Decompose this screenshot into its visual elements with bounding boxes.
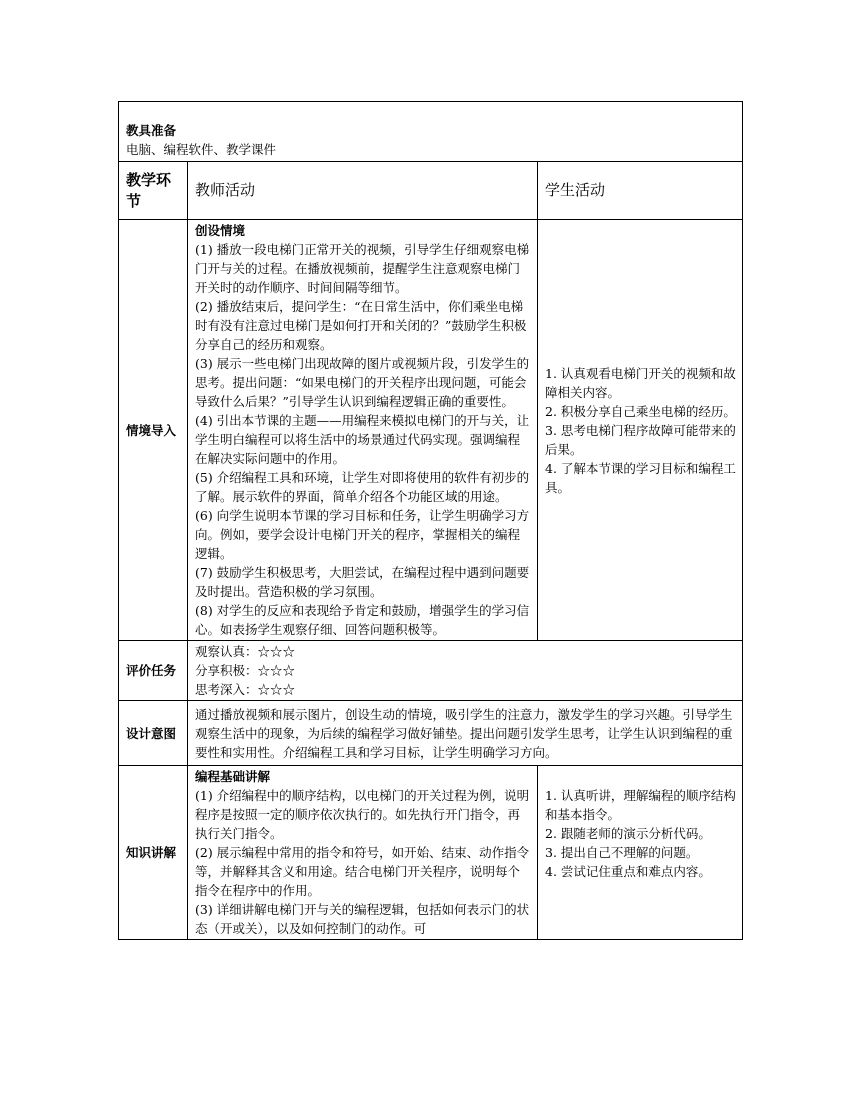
knowledge-section-title: 编程基础讲解 (195, 769, 271, 784)
knowledge-student-item: 4. 尝试记住重点和难点内容。 (545, 864, 711, 879)
lesson-plan-table (118, 101, 743, 940)
intro-student-item: 1. 认真观看电梯门开关的视频和故障相关内容。 (545, 365, 736, 400)
header-student: 学生活动 (545, 181, 606, 199)
intro-student-item: 2. 积极分享自己乘坐电梯的经历。 (545, 403, 736, 419)
knowledge-student-item: 1. 认真听讲，理解编程的顺序结构和基本指令。 (545, 788, 736, 822)
intro-teacher-item: (8) 对学生的反应和表现给予肯定和鼓励，增强学生的学习信心。如表扬学生观察仔细、回答问题积极等。 (195, 603, 530, 637)
intro-teacher-item: (2) 播放结束后，提问学生：“在日常生活中，你们乘坐电梯时有没有注意过电梯门是如何打开和关闭的？”鼓励学生积极分享自己的经历和观察。 (195, 299, 527, 352)
knowledge-student-item: 3. 提出自己不理解的问题。 (545, 845, 699, 860)
intro-teacher-item: (3) 展示一些电梯门出现故障的图片或视频片段，引发学生的思考。提出问题：“如果电梯门的开关程序出现问题，可能会导致什么后果？”引导学生认识到编程逻辑正确的重要性。 (195, 356, 530, 409)
knowledge-student-item: 2. 跟随老师的演示分析代码。 (545, 826, 711, 841)
header-student-cell (538, 162, 743, 220)
intro-student-item: 3. 思考电梯门程序故障可能带来的后果。 (545, 422, 736, 457)
intro-teacher-item: (1) 播放一段电梯门正常开关的视频，引导学生仔细观察电梯门开与关的过程。在播放视频前，提醒学生注意观察电梯门开关时的动作顺序、时间间隔等细节。 (195, 242, 530, 295)
knowledge-teacher-item: (2) 展示编程中常用的指令和符号，如开始、结束、动作指令等，并解释其含义和用途。结合电梯门开关程序，说明每个指令在程序中的作用。 (195, 845, 530, 898)
design-text: 通过播放视频和展示图片，创设生动的情境，吸引学生的注意力，激发学生的学习兴趣。引导学生观察生活中的现象，为后续的编程学习做好铺垫。提出问题引发学生思考，让学生认识到编程的重要性和实用性。介绍编程工具和学习目标，让学生明确学习方向。 (195, 707, 733, 760)
evaluation-row (119, 641, 743, 701)
intro-teacher-item: (5) 介绍编程工具和环境，让学生对即将使用的软件有初步的了解。展示软件的界面，简单介绍各个功能区域的用途。 (195, 470, 530, 504)
design-stage: 设计意图 (119, 701, 188, 766)
prep-row (119, 102, 743, 162)
evaluation-stage: 评价任务 (119, 641, 188, 701)
knowledge-stage: 知识讲解 (119, 766, 188, 940)
prep-title: 教具准备 (126, 123, 177, 138)
prep-text: 电脑、编程软件、教学课件 (126, 142, 277, 157)
knowledge-row (119, 766, 743, 940)
intro-student-item: 4. 了解本节课的学习目标和编程工具。 (545, 460, 736, 495)
intro-teacher-cell (188, 220, 538, 641)
intro-teacher-item: (4) 引出本节课的主题——用编程来模拟电梯门的开与关，让学生明白编程可以将生活中的场景通过代码实现。强调编程在解决实际问题中的作用。 (195, 413, 530, 466)
header-teacher-cell (188, 162, 538, 220)
prep-cell (119, 102, 743, 162)
evaluation-item: 思考深入：☆☆☆ (195, 682, 296, 697)
design-row (119, 701, 743, 766)
intro-teacher-item: (7) 鼓励学生积极思考，大胆尝试，在编程过程中遇到问题要及时提出。营造积极的学习氛围。 (195, 565, 530, 599)
knowledge-teacher-item: (1) 介绍编程中的顺序结构，以电梯门的开关过程为例，说明程序是按照一定的顺序依次执行的。如先执行开门指令，再执行关门指令。 (195, 788, 530, 841)
header-stage: 教学环节 (126, 170, 172, 210)
knowledge-teacher-cell (188, 766, 538, 940)
intro-student-cell (538, 220, 743, 641)
intro-row (119, 220, 743, 641)
header-teacher: 教师活动 (195, 181, 256, 199)
intro-section-title: 创设情境 (195, 223, 246, 238)
header-stage-cell (119, 162, 188, 220)
evaluation-item: 观察认真：☆☆☆ (195, 644, 296, 659)
knowledge-student-cell (538, 766, 743, 940)
evaluation-cell (188, 641, 743, 701)
intro-teacher-item: (6) 向学生说明本节课的学习目标和任务，让学生明确学习方向。例如，要学会设计电梯门开关的程序，掌握相关的编程逻辑。 (195, 508, 530, 561)
intro-stage: 情境导入 (119, 220, 188, 641)
header-row (119, 162, 743, 220)
knowledge-teacher-item: (3) 详细讲解电梯门开与关的编程逻辑，包括如何表示门的状态（开或关），以及如何控制门的动作。可 (195, 902, 530, 936)
evaluation-item: 分享积极：☆☆☆ (195, 663, 296, 678)
design-cell (188, 701, 743, 766)
